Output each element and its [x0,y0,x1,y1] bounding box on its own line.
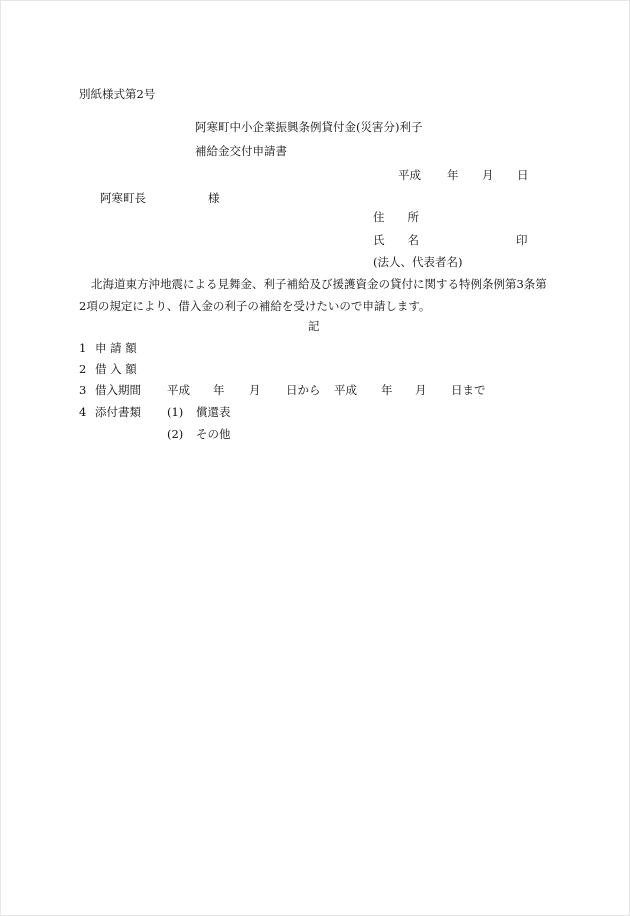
item-number: 4 [79,405,87,419]
addressee-name: 阿寒町長 [100,191,146,205]
item-label: 借入期間 [95,383,141,397]
period-from-month: 月 [249,383,261,397]
applicant-name-label: 氏 名 [373,233,419,247]
ki-heading: 記 [308,319,320,333]
document-title-line-1: 阿寒町中小企業振興条例貸付金(災害分)利子 [195,120,423,134]
form-number-label: 別紙様式第2号 [79,87,156,101]
item-number: 1 [79,341,87,355]
addressee-honorific: 様 [208,191,220,205]
date-month-unit: 月 [482,168,494,182]
attachment-label: 償還表 [196,405,231,419]
attachment-number: (1) [167,405,184,419]
period-from-year: 年 [213,383,225,397]
period-to-day: 日まで [451,383,486,397]
attachment-label: その他 [196,427,231,441]
item-label: 借 入 額 [95,362,137,376]
item-number: 3 [79,383,87,397]
period-to-month: 月 [415,383,427,397]
period-from-era: 平成 [167,383,190,397]
applicant-corporate-note: (法人、代表者名) [373,255,463,269]
period-to-era: 平成 [334,383,357,397]
period-from-day: 日から [286,383,321,397]
applicant-address-label: 住 所 [373,210,419,224]
item-label: 添付書類 [95,405,141,419]
seal-mark: 印 [516,233,528,247]
application-body-text: 北海道東方沖地震による見舞金、利子補給及び援護資金の貸付に関する特例条例第3条第2項の規定により、借入金の利子の補給を受けたいので申請します。 [79,277,547,313]
item-number: 2 [79,362,87,376]
attachment-number: (2) [167,427,184,441]
date-day-unit: 日 [517,168,529,182]
period-to-year: 年 [381,383,393,397]
date-year-unit: 年 [447,168,459,182]
date-era: 平成 [398,168,421,182]
item-label: 申 請 額 [95,341,137,355]
document-title-line-2: 補給金交付申請書 [195,144,287,158]
